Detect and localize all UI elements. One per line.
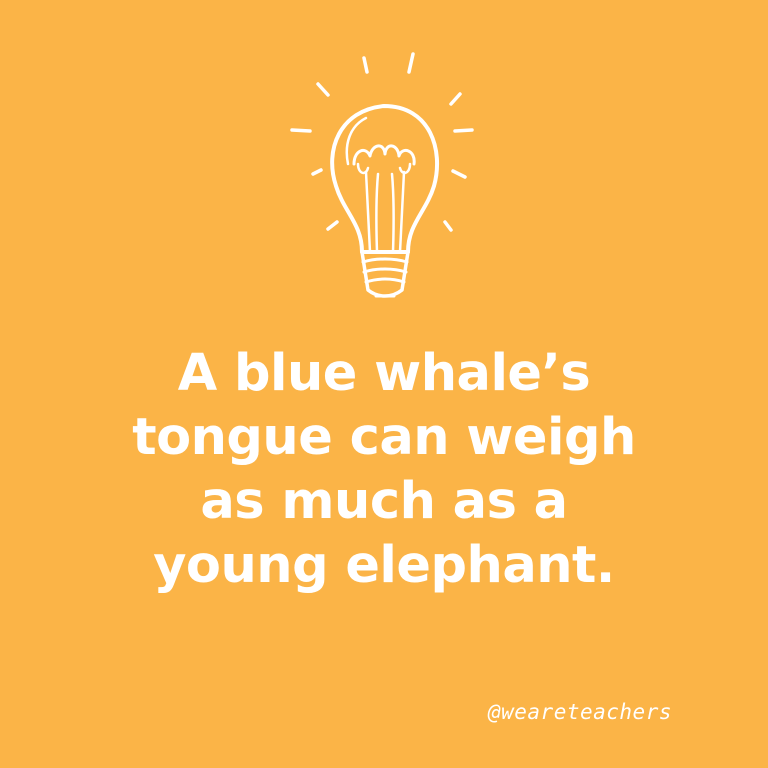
fact-line-4: young elephant. — [153, 536, 615, 595]
lightbulb-icon — [284, 46, 484, 310]
fact-text — [0, 342, 768, 598]
fact-line-2: tongue can weigh — [132, 408, 636, 467]
fact-line-1: A blue whale’s — [177, 344, 591, 403]
fact-line-3: as much as a — [200, 472, 568, 531]
watermark-handle: @weareteachers — [487, 700, 672, 724]
